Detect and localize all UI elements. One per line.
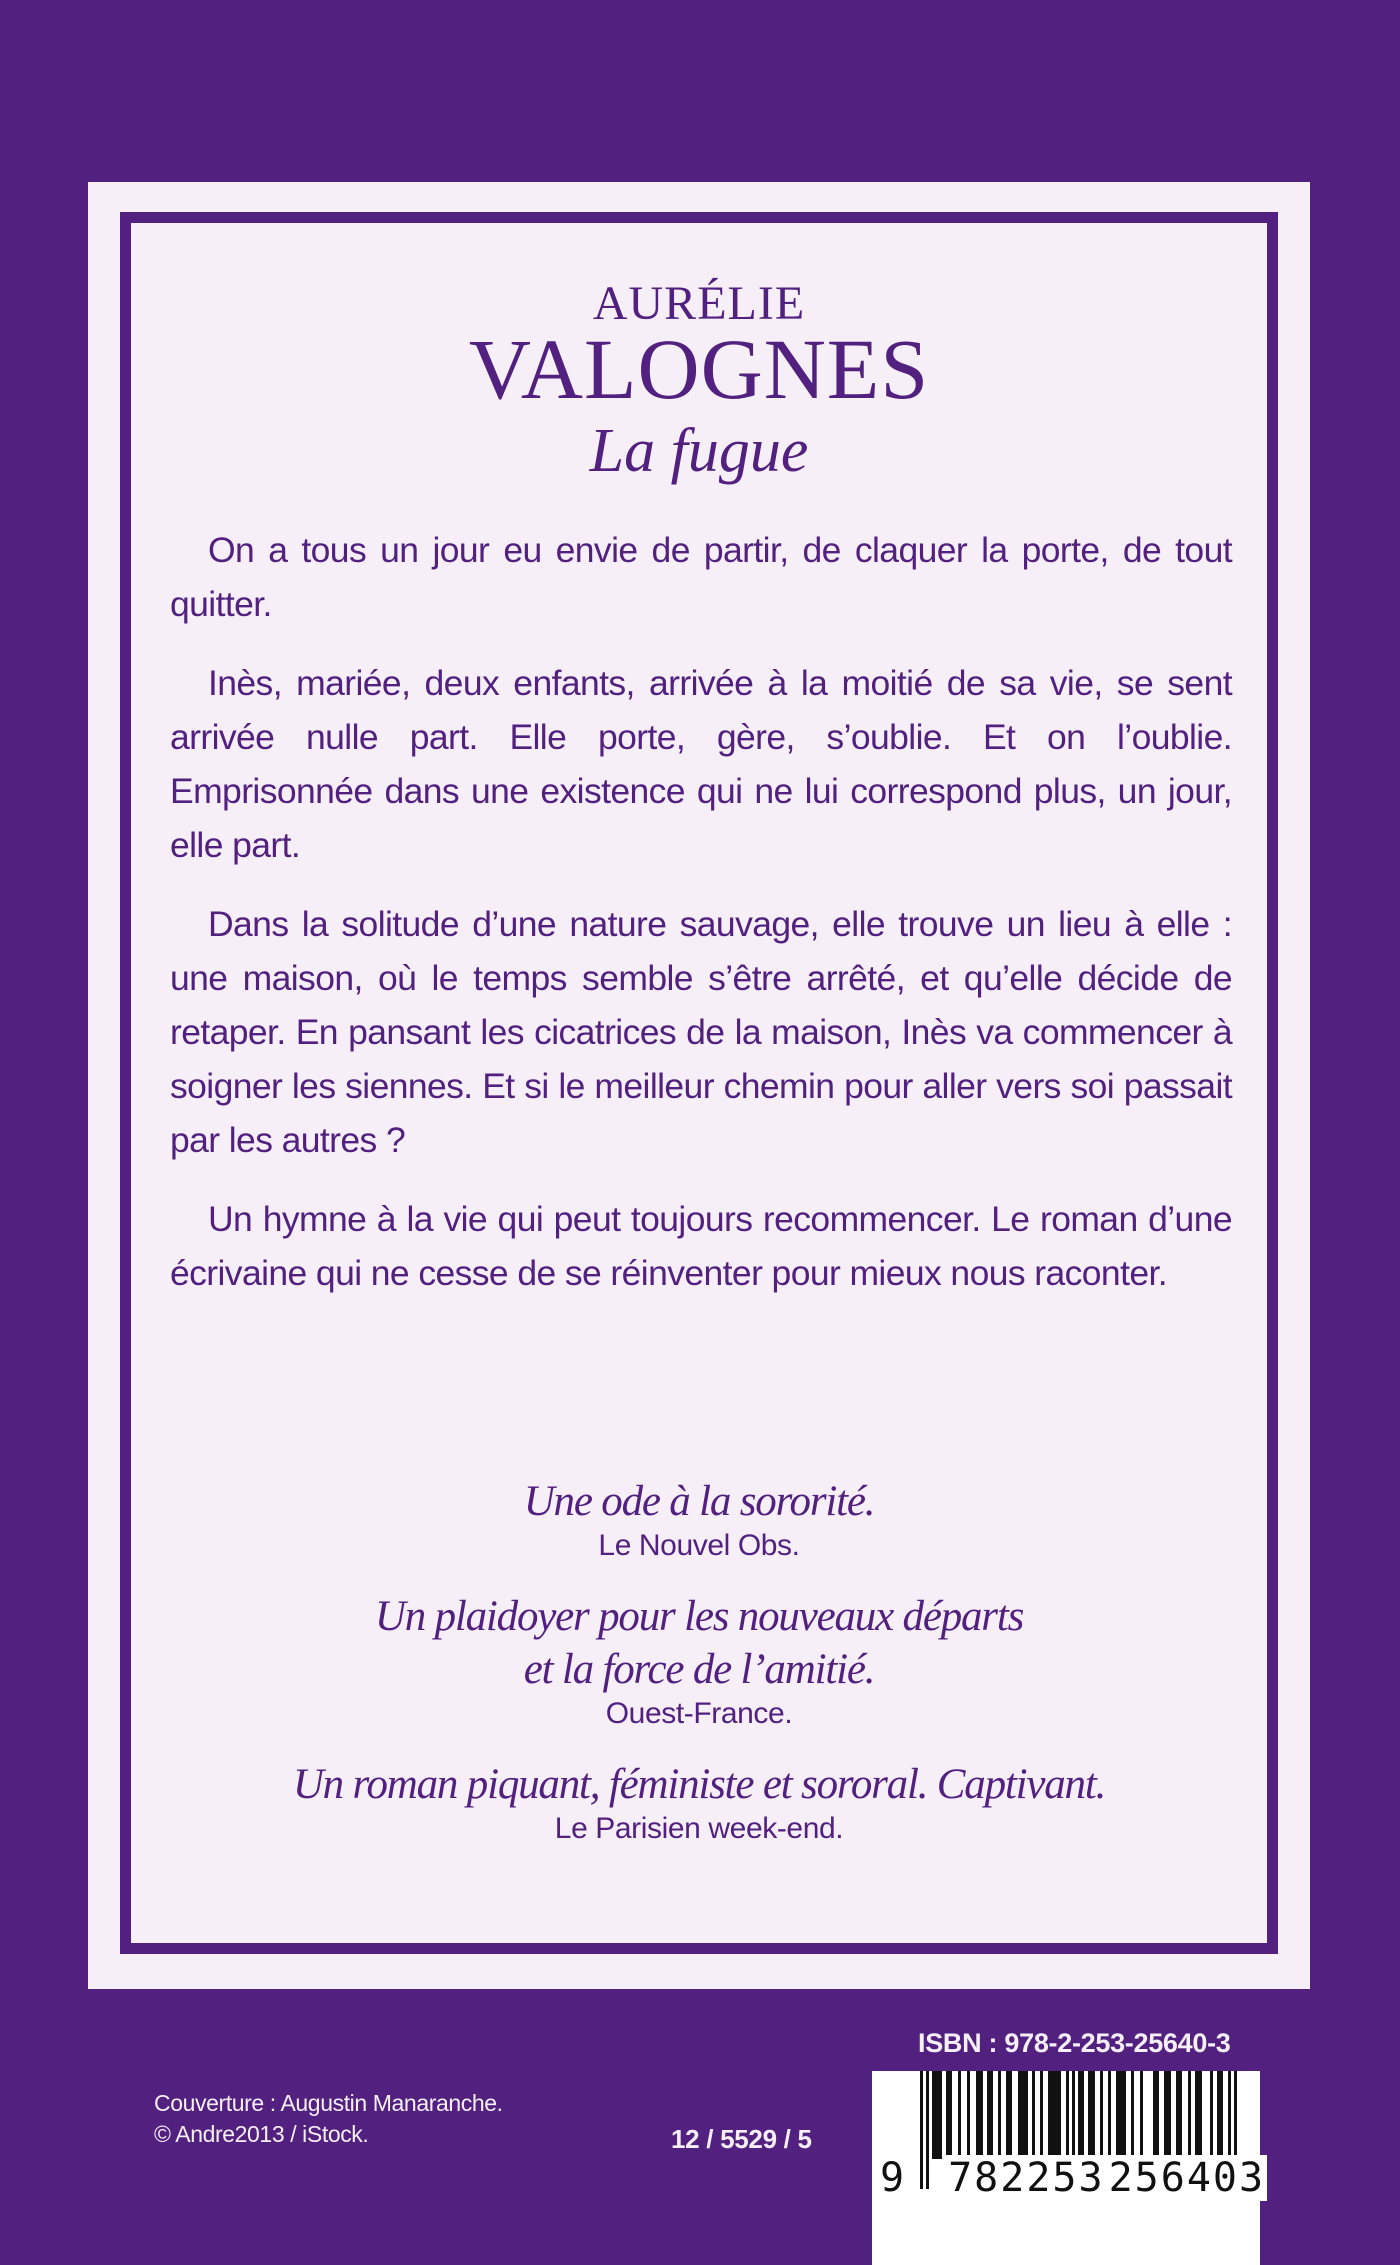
blurb-paragraph: Inès, mariée, deux enfants, arrivée à la moitié de sa vie, se sent arrivée nulle part. Elle porte, gère, s’oublie. Et on l’oublie. Emprisonnée dans une existence qui ne lui correspond plus, un jour, elle part. xyxy=(170,663,1232,865)
barcode-group-2: 256403 xyxy=(1108,2155,1266,2201)
book-title: La fugue xyxy=(589,417,809,485)
review-source: Ouest-France. xyxy=(605,1697,793,1730)
blurb-paragraph: On a tous un jour eu envie de partir, de claquer la porte, de tout quitter. xyxy=(170,530,1232,624)
isbn-label: ISBN : 978-2-253-25640-3 xyxy=(918,2028,1231,2058)
review-quote: et la force de l’amitié. xyxy=(523,1646,875,1693)
reference-number: 12 / 5529 / 5 xyxy=(671,2124,812,2154)
review-item xyxy=(131,1590,1267,1732)
credits-photo: © Andre2013 / iStock. xyxy=(154,2121,369,2147)
author-first-name: AURÉLIE xyxy=(592,277,806,330)
review-source: Le Parisien week-end. xyxy=(554,1812,844,1845)
review-quote: Une ode à la sororité. xyxy=(523,1478,875,1525)
review-quote: Un plaidoyer pour les nouveaux départs xyxy=(374,1593,1024,1640)
press-reviews xyxy=(131,1475,1267,1873)
review-source: Le Nouvel Obs. xyxy=(598,1529,800,1562)
blurb xyxy=(170,523,1232,1325)
author-last-name: VALOGNES xyxy=(468,321,930,417)
cover-frame xyxy=(120,212,1278,1954)
barcode-lead-digit: 9 xyxy=(880,2155,920,2201)
cover-panel xyxy=(88,182,1310,1989)
review-quote: Un roman piquant, féministe et sororal. Captivant. xyxy=(292,1761,1106,1808)
credits-cover-design: Couverture : Augustin Manaranche. xyxy=(154,2090,503,2116)
review-item xyxy=(131,1758,1267,1847)
cover-credits xyxy=(154,2088,503,2150)
blurb-paragraph: Un hymne à la vie qui peut toujours recommencer. Le roman d’une écrivaine qui ne cesse de se réinventer pour mieux nous raconter. xyxy=(170,1199,1232,1293)
barcode-group-1: 782253 xyxy=(948,2155,1105,2201)
blurb-paragraph: Dans la solitude d’une nature sauvage, elle trouve un lieu à elle : une maison, où le temps semble s’être arrêté, et qu’elle décide de retaper. En pansant les cicatrices de la maison, Inès va commencer à soigner les siennes. Et si le meilleur chemin pour aller vers soi passait par les autres ? xyxy=(170,904,1232,1160)
barcode xyxy=(872,2071,1266,2265)
barcode-digits xyxy=(880,2155,1266,2201)
review-item xyxy=(131,1475,1267,1564)
